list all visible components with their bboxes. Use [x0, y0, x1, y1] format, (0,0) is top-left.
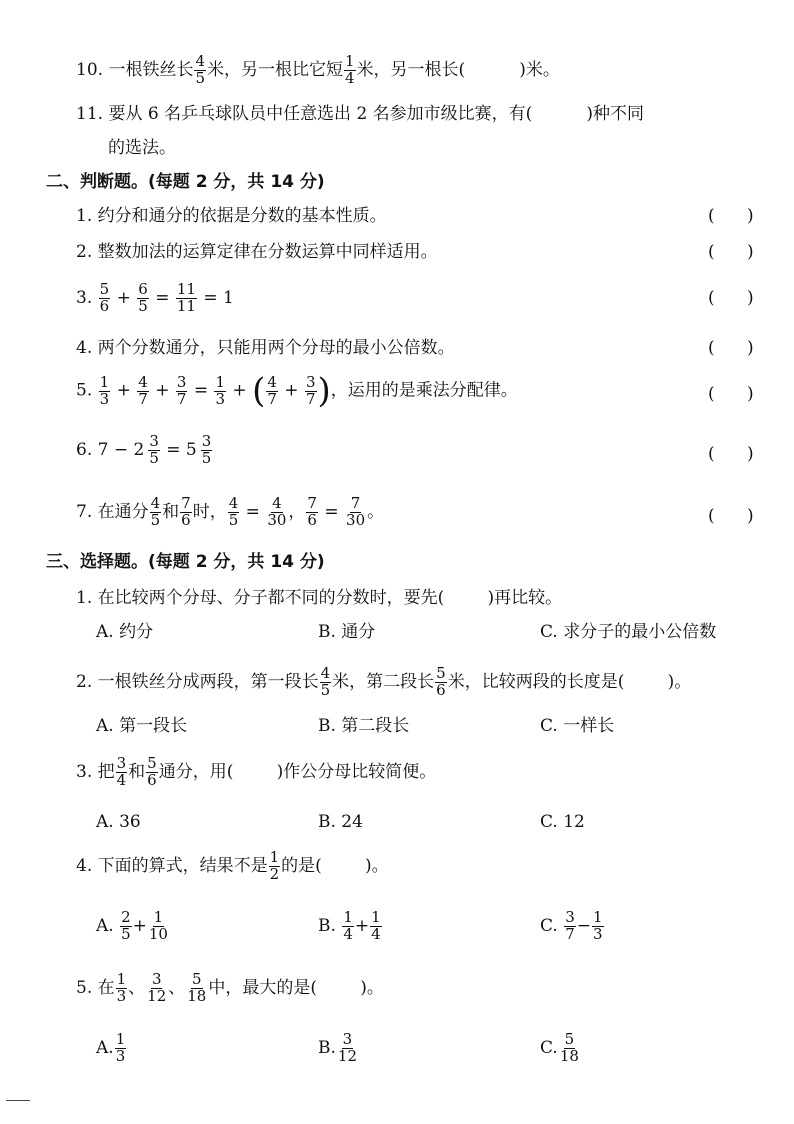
- judge-6: 6. 7 − 2 $\frac{3}{5}$ = 5 $\frac{3}{5}$: [76, 432, 212, 467]
- fraction: $\frac{3}{12}$: [147, 970, 167, 1005]
- fraction: $\frac{4}{7}$: [138, 372, 148, 408]
- fraction: $\frac{2}{5}$: [121, 908, 131, 943]
- fraction: $\frac{1}{10}$: [148, 908, 168, 943]
- judge-4-answer[interactable]: ( ): [708, 338, 754, 358]
- judge-2-answer[interactable]: ( ): [708, 242, 754, 262]
- judge-6-answer[interactable]: ( ): [708, 444, 754, 464]
- q10-mid: 米，另一根比它短: [207, 59, 343, 80]
- fraction: $\frac{7}{6}$: [181, 494, 191, 529]
- choice-4: 4. 下面的算式，结果不是 $\frac{1}{2}$ 的是( )。: [76, 848, 389, 883]
- judge-3-answer[interactable]: ( ): [708, 288, 754, 308]
- choice-5-option-a[interactable]: A. $\frac{1}{3}$: [96, 1030, 126, 1065]
- question-11-line2: 的选法。: [108, 138, 176, 158]
- fraction: $\frac{1}{4}$: [345, 52, 355, 87]
- judge-7-answer[interactable]: ( ): [708, 506, 754, 526]
- fraction: $\frac{1}{3}$: [99, 372, 110, 408]
- question-11-line1: 11. 要从 6 名乒乓球队员中任意选出 2 名参加市级比赛，有( )种不同: [76, 104, 644, 124]
- fraction: $\frac{3}{7}$: [305, 372, 316, 408]
- fraction: $\frac{5}{18}$: [559, 1030, 579, 1065]
- judge-5-answer[interactable]: ( ): [708, 384, 754, 404]
- fraction: $\frac{5}{6}$: [436, 664, 446, 699]
- fraction: $\frac{3}{5}$: [149, 432, 159, 467]
- fraction: $\frac{4}{5}$: [320, 664, 331, 699]
- choice-3-option-c[interactable]: C. 12: [540, 812, 585, 832]
- choice-2: 2. 一根铁丝分成两段，第一段长 $\frac{4}{5}$ 米，第二段长 $\frac{5}{6}$ 米，比较两段的长度是( )。: [76, 664, 692, 699]
- choice-5-option-b[interactable]: B. $\frac{3}{12}$: [318, 1030, 357, 1065]
- choice-1-option-a[interactable]: A. 约分: [96, 622, 154, 642]
- question-10: [76, 54, 560, 87]
- fraction: $\frac{5}{18}$: [187, 970, 207, 1005]
- fraction: $\frac{5}{6}$: [147, 754, 157, 789]
- choice-2-option-c[interactable]: C. 一样长: [540, 716, 615, 736]
- fraction: $\frac{1}{3}$: [215, 372, 226, 408]
- fraction: $\frac{11}{11}$: [176, 280, 196, 315]
- fraction: $\frac{1}{3}$: [116, 970, 127, 1005]
- section-2-title: 二、判断题。(每题 2 分，共 14 分): [46, 172, 325, 192]
- fraction: $\frac{3}{4}$: [116, 754, 127, 789]
- section-3-title: 三、选择题。(每题 2 分，共 14 分): [46, 552, 325, 572]
- choice-1: 1. 在比较两个分母、分子都不同的分数时，要先( )再比较。: [76, 588, 563, 608]
- page-edge-mark: [6, 1100, 30, 1101]
- judge-1-answer[interactable]: ( ): [708, 206, 754, 226]
- fraction: $\frac{3}{7}$: [565, 908, 575, 943]
- fraction: $\frac{4}{30}$: [267, 494, 287, 529]
- choice-1-option-c[interactable]: C. 求分子的最小公倍数: [540, 622, 717, 642]
- judge-7: 7. 在通分 $\frac{4}{5}$ 和 $\frac{7}{6}$ 时， $\frac{4}{5}$ = $\frac{4}{30}$ ， $\frac{7}{6}$ = $\frac{7}{30}$ 。: [76, 494, 385, 529]
- fraction: $\frac{6}{5}$: [138, 280, 148, 315]
- fraction: $\frac{1}{2}$: [269, 848, 280, 883]
- fraction: $\frac{4}{7}$: [267, 372, 277, 408]
- choice-3-option-b[interactable]: B. 24: [318, 812, 363, 832]
- fraction: $\frac{5}{6}$: [99, 280, 110, 315]
- judge-1: 1. 约分和通分的依据是分数的基本性质。: [76, 206, 387, 226]
- choice-4-option-b[interactable]: B. $\frac{1}{4}$ + $\frac{1}{4}$: [318, 908, 381, 943]
- choice-2-option-a[interactable]: A. 第一段长: [96, 716, 188, 736]
- choice-3: 3. 把 $\frac{3}{4}$ 和 $\frac{5}{6}$ 通分，用( )作公分母比较简便。: [76, 754, 437, 789]
- fraction: $\frac{3}{7}$: [176, 372, 187, 408]
- judge-2: 2. 整数加法的运算定律在分数运算中同样适用。: [76, 242, 438, 262]
- fraction: $\frac{7}{30}$: [346, 494, 366, 529]
- fraction: $\frac{4}{5}$: [195, 52, 205, 87]
- choice-4-option-c[interactable]: C. $\frac{3}{7}$ − $\frac{1}{3}$: [540, 908, 603, 943]
- fraction: $\frac{3}{5}$: [201, 432, 212, 467]
- fraction: $\frac{7}{6}$: [307, 494, 317, 529]
- choice-2-option-b[interactable]: B. 第二段长: [318, 716, 410, 736]
- fraction: $\frac{3}{12}$: [337, 1030, 357, 1065]
- fraction: $\frac{1}{3}$: [593, 908, 603, 943]
- choice-4-option-a[interactable]: A. $\frac{2}{5}$ + $\frac{1}{10}$: [96, 908, 168, 943]
- judge-3: 3. $\frac{5}{6}$ + $\frac{6}{5}$ = $\frac{11}{11}$ = 1: [76, 280, 234, 315]
- fraction: $\frac{1}{4}$: [343, 908, 353, 943]
- judge-4: 4. 两个分数通分，只能用两个分母的最小公倍数。: [76, 338, 455, 358]
- fraction: $\frac{4}{5}$: [228, 494, 239, 529]
- choice-5: 5. 在 $\frac{1}{3}$ 、 $\frac{3}{12}$ 、 $\frac{5}{18}$ 中，最大的是( )。: [76, 970, 384, 1005]
- q10-prefix: 10. 一根铁丝长: [76, 59, 194, 80]
- q10-suffix: 米，另一根长( )米。: [356, 59, 560, 80]
- choice-3-option-a[interactable]: A. 36: [96, 812, 141, 832]
- fraction: $\frac{4}{5}$: [150, 494, 161, 529]
- choice-1-option-b[interactable]: B. 通分: [318, 622, 376, 642]
- judge-5: 5. $\frac{1}{3}$ + $\frac{4}{7}$ + $\frac{3}{7}$ = $\frac{1}{3}$ + ( $\frac{4}{7}$ + $\frac{3}{7}$ )，运用的是乘法分配律。: [76, 371, 518, 411]
- fraction: $\frac{1}{4}$: [371, 908, 381, 943]
- fraction: $\frac{1}{3}$: [115, 1030, 126, 1065]
- choice-5-option-c[interactable]: C. $\frac{5}{18}$: [540, 1030, 579, 1065]
